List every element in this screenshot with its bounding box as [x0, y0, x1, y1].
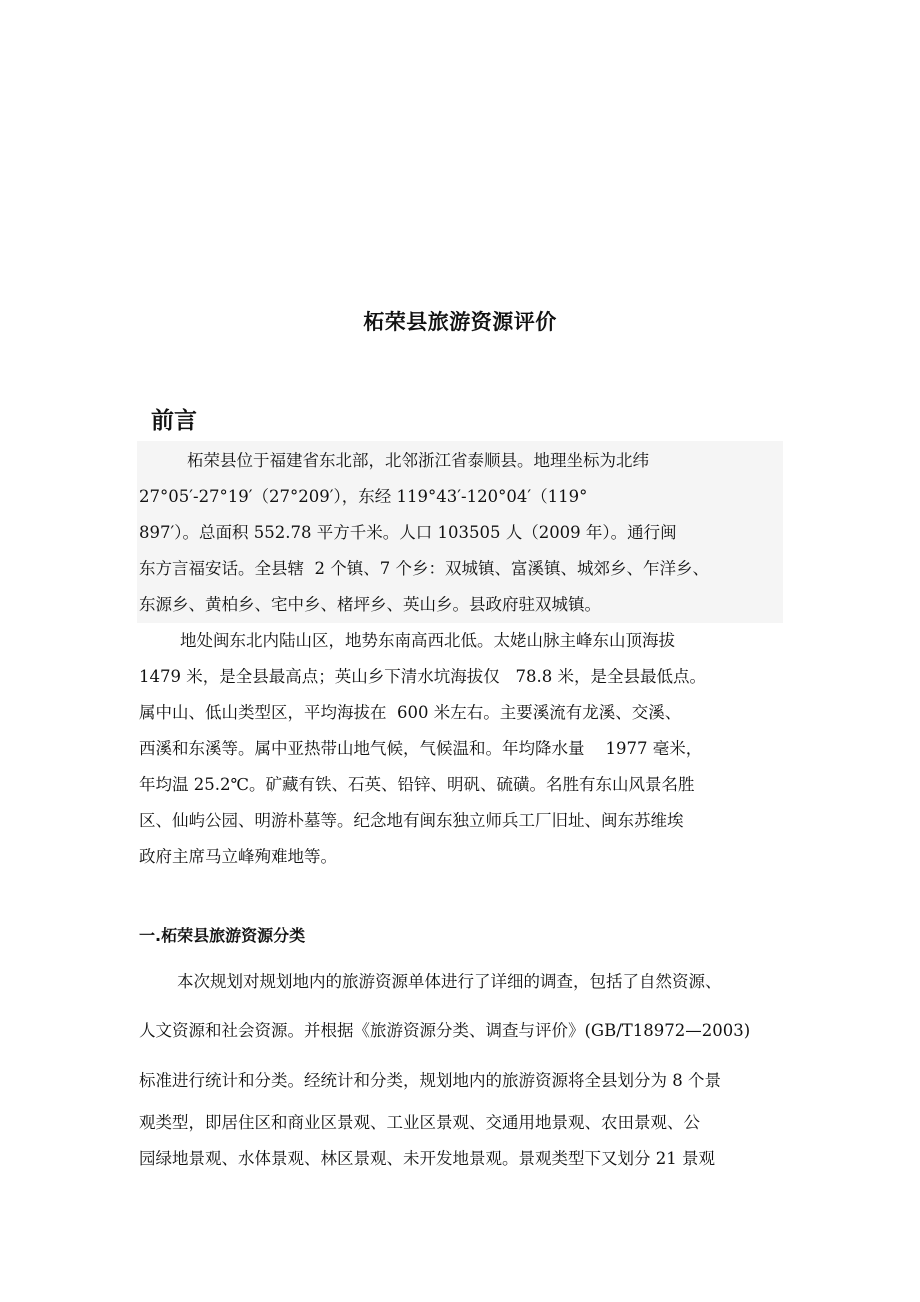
- preface-p2-line-2: 1479 米，是全县最高点；英山乡下清水坑海拔仅 78.8 米，是全县最低点。: [139, 667, 706, 686]
- preface-p1-line-3: 897′）。总面积 552.78 平方千米。人口 103505 人（2009 年）。通行闽: [139, 523, 677, 542]
- section-1-line-4: 观类型，即居住区和商业区景观、工业区景观、交通用地景观、农田景观、公: [139, 1113, 700, 1132]
- preface-p2-line-5: 年均温 25.2℃。矿藏有铁、石英、铅锌、明矾、硫磺。名胜有东山风景名胜: [139, 775, 695, 794]
- preface-p2-line-4: 西溪和东溪等。属中亚热带山地气候，气候温和。年均降水量 1977 毫米，: [139, 739, 703, 758]
- preface-p2-line-1: 地处闽东北内陆山区，地势东南高西北低。太姥山脉主峰东山顶海拔: [180, 631, 675, 650]
- preface-p1-line-4: 东方言福安话。全县辖 2 个镇、7 个乡：双城镇、富溪镇、城郊乡、乍洋乡、: [139, 559, 709, 578]
- section-1-heading: 一.柘荣县旅游资源分类: [139, 926, 306, 945]
- preface-heading: 前言: [151, 408, 197, 434]
- preface-p1-line-2: 27°05′-27°19′（27°209′），东经 119°43′-120°04′（119°: [139, 487, 588, 506]
- document-title: 柘荣县旅游资源评价: [363, 309, 557, 334]
- section-1-line-2: 人文资源和社会资源。并根据《旅游资源分类、调查与评价》(GB/T18972—2003): [139, 1021, 751, 1040]
- preface-p2-line-3: 属中山、低山类型区，平均海拔在 600 米左右。主要溪流有龙溪、交溪、: [139, 703, 682, 722]
- preface-p2-line-6: 区、仙屿公园、明游朴墓等。纪念地有闽东独立师兵工厂旧址、闽东苏维埃: [139, 811, 684, 830]
- section-1-line-5: 园绿地景观、水体景观、林区景观、未开发地景观。景观类型下又划分 21 景观: [139, 1149, 715, 1168]
- preface-p1-line-1: 柘荣县位于福建省东北部，北邻浙江省泰顺县。地理坐标为北纬: [187, 451, 649, 470]
- preface-p1-line-5: 东源乡、黄柏乡、宅中乡、楮坪乡、英山乡。县政府驻双城镇。: [139, 595, 601, 614]
- section-1-line-3: 标准进行统计和分类。经统计和分类，规划地内的旅游资源将全县划分为 8 个景: [139, 1071, 721, 1090]
- section-1-line-1: 本次规划对规划地内的旅游资源单体进行了详细的调查，包括了自然资源、: [177, 972, 722, 991]
- preface-p2-line-7: 政府主席马立峰殉难地等。: [139, 847, 337, 866]
